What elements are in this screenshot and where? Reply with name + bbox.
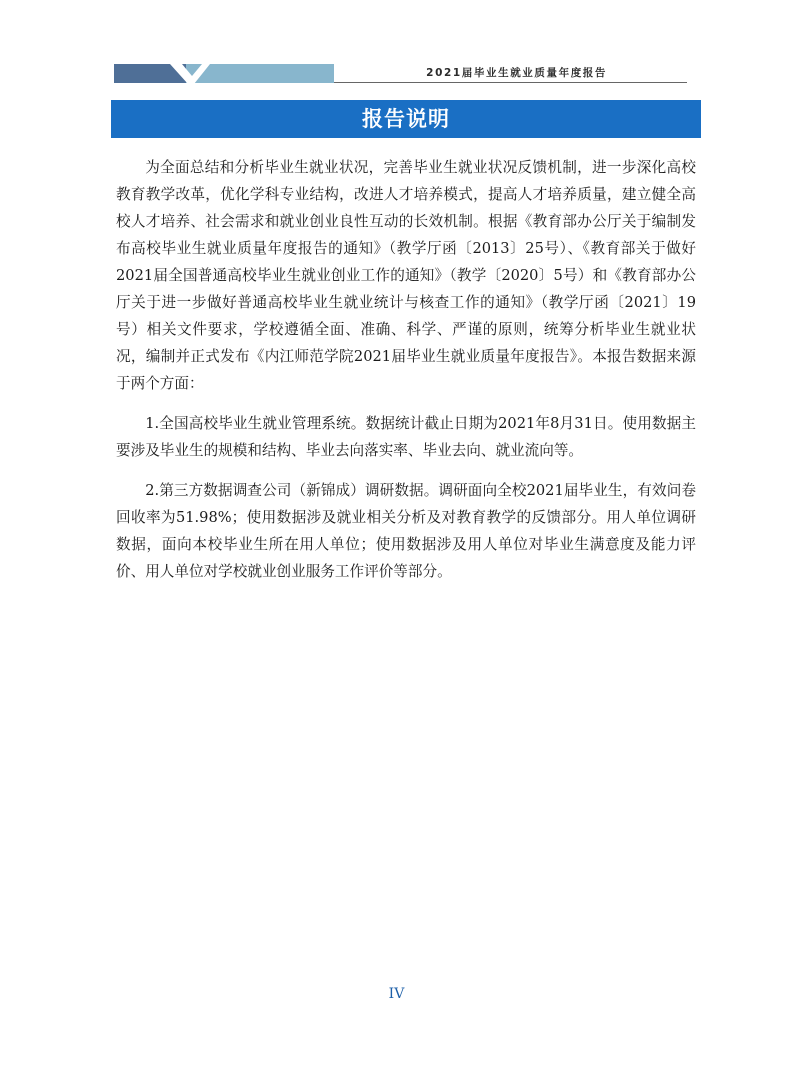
paragraph-source-2: 2.第三方数据调查公司（新锦成）调研数据。调研面向全校2021届毕业生，有效问卷回收率为51.98%；使用数据涉及就业相关分析及对教育教学的反馈部分。用人单位调研数据，面向本校毕业生所在用人单位；使用数据涉及用人单位对毕业生满意度及能力评价、用人单位对学校就业创业服务工作评价等部分。 (116, 482, 696, 580)
header-rule (334, 82, 687, 83)
paragraph-source-1: 1.全国高校毕业生就业管理系统。数据统计截止日期为2021年8月31日。使用数据主要涉及毕业生的规模和结构、毕业去向落实率、毕业去向、就业流向等。 (116, 415, 696, 459)
header-chevron-decoration (150, 58, 210, 88)
report-body (116, 154, 696, 598)
paragraph-intro: 为全面总结和分析毕业生就业状况，完善毕业生就业状况反馈机制，进一步深化高校教育教学改革，优化学科专业结构，改进人才培养模式，提高人才培养质量，建立健全高校人才培养、社会需求和就业创业良性互动的长效机制。根据《教育部办公厅关于编制发布高校毕业生就业质量年度报告的通知》（教学厅函〔2013〕25号）、《教育部关于做好2021届全国普通高校毕业生就业创业工作的通知》（教学〔2020〕5号）和《教育部办公厅关于进一步做好普通高校毕业生就业统计与核查工作的通知》（教学厅函〔2021〕19号）相关文件要求，学校遵循全面、准确、科学、严谨的原则，统筹分析毕业生就业状况，编制并正式发布《内江师范学院2021届毕业生就业质量年度报告》。本报告数据来源于两个方面： (116, 159, 696, 392)
header-report-title: 2021届毕业生就业质量年度报告 (426, 67, 607, 79)
page-number: IV (388, 986, 405, 1002)
section-title: 报告说明 (111, 100, 701, 138)
